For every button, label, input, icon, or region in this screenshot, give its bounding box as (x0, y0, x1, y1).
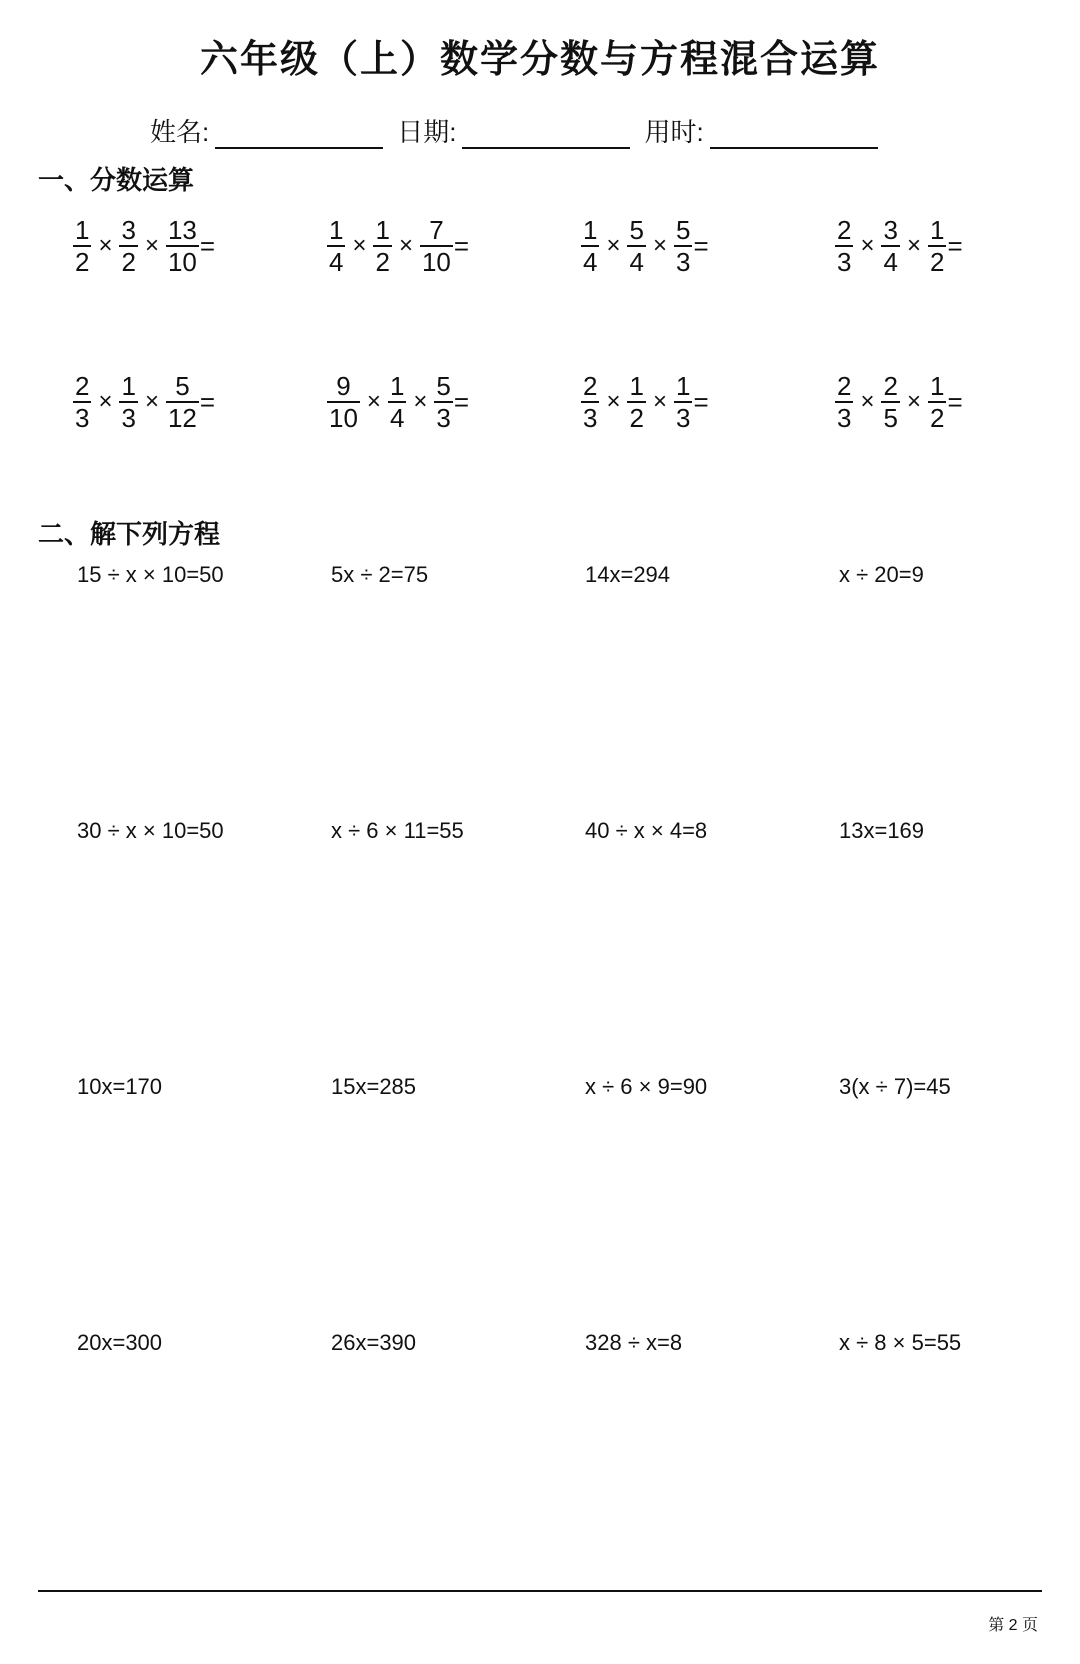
denominator: 2 (929, 247, 945, 277)
fraction (72, 217, 92, 275)
fraction (626, 217, 646, 275)
multiply-operator: × (352, 232, 367, 259)
fraction (580, 373, 600, 431)
multiply-operator: × (366, 388, 381, 415)
student-info-row (150, 113, 950, 149)
fraction (880, 217, 900, 275)
fraction (927, 217, 947, 275)
denominator: 3 (837, 247, 852, 277)
multiply-operator: × (652, 232, 667, 259)
denominator: 4 (629, 247, 644, 277)
time-blank[interactable] (710, 121, 878, 149)
fraction (118, 217, 138, 275)
fraction-problem (834, 216, 963, 276)
equation-item: 328 ÷ x=8 (585, 1330, 683, 1355)
equation-item: 5x ÷ 2=75 (331, 562, 429, 587)
fraction-row (72, 216, 1072, 276)
page-number: 第 2 页 (988, 1617, 1038, 1634)
denominator: 2 (121, 247, 136, 277)
multiply-operator: × (860, 388, 875, 415)
numerator: 1 (375, 215, 390, 245)
fraction (118, 373, 138, 431)
fraction-problem (72, 216, 215, 276)
numerator: 1 (121, 371, 136, 401)
equals-sign: = (199, 230, 216, 261)
denominator: 4 (583, 247, 598, 277)
fraction (433, 373, 453, 431)
numerator: 2 (837, 371, 852, 401)
fraction (580, 217, 600, 275)
date-label: 日期: (397, 117, 457, 147)
numerator: 3 (121, 215, 136, 245)
numerator: 2 (883, 371, 898, 401)
fraction (834, 373, 854, 431)
numerator: 9 (336, 371, 351, 401)
denominator: 3 (837, 403, 852, 433)
equation-item: x ÷ 6 × 9=90 (585, 1074, 708, 1099)
name-label: 姓名: (150, 117, 210, 147)
multiply-operator: × (606, 388, 621, 415)
equals-sign: = (453, 386, 470, 417)
denominator: 2 (929, 403, 945, 433)
equals-sign: = (693, 230, 709, 261)
numerator: 1 (389, 371, 405, 401)
fraction (927, 373, 947, 431)
footer-divider (38, 1590, 1042, 1592)
section-fraction-heading: 一、分数运算 (38, 165, 195, 195)
multiply-operator: × (98, 232, 113, 259)
section-equation-heading: 二、解下列方程 (38, 519, 221, 549)
date-field[interactable] (397, 112, 630, 149)
equals-sign: = (453, 230, 470, 261)
denominator: 3 (121, 403, 136, 433)
equation-item: 10x=170 (77, 1074, 163, 1099)
fraction (326, 217, 346, 275)
fraction (165, 373, 200, 431)
numerator: 5 (175, 371, 190, 401)
numerator: 1 (929, 215, 945, 245)
fraction (372, 217, 392, 275)
equals-sign: = (947, 386, 963, 417)
denominator: 10 (421, 247, 451, 277)
denominator: 4 (883, 247, 898, 277)
equation-item: 13x=169 (839, 818, 925, 843)
multiply-operator: × (144, 388, 159, 415)
numerator: 1 (675, 371, 691, 401)
denominator: 10 (329, 403, 358, 433)
multiply-operator: × (398, 232, 413, 259)
fraction (419, 217, 454, 275)
equation-item: 15 ÷ x × 10=50 (77, 562, 224, 587)
fraction-problem (834, 372, 963, 432)
numerator: 7 (429, 215, 444, 245)
fraction (880, 373, 900, 431)
fraction (72, 373, 92, 431)
numerator: 1 (75, 215, 90, 245)
fraction (834, 217, 854, 275)
date-blank[interactable] (462, 121, 630, 149)
equals-sign: = (199, 386, 216, 417)
name-blank[interactable] (215, 121, 383, 149)
denominator: 10 (167, 247, 197, 277)
denominator: 12 (167, 403, 197, 433)
fraction (673, 217, 693, 275)
denominator: 3 (675, 247, 691, 277)
equation-item: x ÷ 8 × 5=55 (839, 1330, 962, 1355)
equals-sign: = (693, 386, 709, 417)
multiply-operator: × (652, 388, 667, 415)
denominator: 2 (629, 403, 644, 433)
time-field[interactable] (644, 112, 877, 149)
equation-item: 15x=285 (331, 1074, 417, 1099)
fraction (165, 217, 200, 275)
denominator: 5 (883, 403, 898, 433)
numerator: 5 (675, 215, 691, 245)
equation-item: 40 ÷ x × 4=8 (585, 818, 708, 843)
numerator: 1 (929, 371, 945, 401)
fraction (387, 373, 407, 431)
numerator: 3 (883, 215, 898, 245)
numerator: 2 (583, 371, 598, 401)
fraction (326, 373, 361, 431)
denominator: 4 (389, 403, 405, 433)
denominator: 3 (75, 403, 90, 433)
multiply-operator: × (144, 232, 159, 259)
equation-item: 30 ÷ x × 10=50 (77, 818, 224, 843)
fraction-problem (326, 372, 469, 432)
denominator: 3 (583, 403, 598, 433)
denominator: 3 (436, 403, 451, 433)
multiply-operator: × (860, 232, 875, 259)
numerator: 1 (329, 215, 344, 245)
equation-item: 3(x ÷ 7)=45 (839, 1074, 951, 1099)
fraction-problem (326, 216, 469, 276)
fraction-problem (72, 372, 215, 432)
equation-item: x ÷ 6 × 11=55 (331, 818, 464, 843)
multiply-operator: × (98, 388, 113, 415)
multiply-operator: × (906, 232, 921, 259)
equation-item: 14x=294 (585, 562, 671, 587)
multiply-operator: × (413, 388, 428, 415)
equation-item: 26x=390 (331, 1330, 417, 1355)
equation-item: x ÷ 20=9 (839, 562, 924, 587)
multiply-operator: × (606, 232, 621, 259)
denominator: 4 (329, 247, 344, 277)
numerator: 2 (837, 215, 852, 245)
fraction-problem (580, 216, 709, 276)
multiply-operator: × (906, 388, 921, 415)
numerator: 2 (75, 371, 90, 401)
denominator: 2 (375, 247, 390, 277)
equals-sign: = (947, 230, 963, 261)
fraction (626, 373, 646, 431)
fraction-row (72, 372, 1072, 432)
numerator: 13 (167, 215, 197, 245)
numerator: 1 (629, 371, 644, 401)
time-label: 用时: (644, 117, 704, 147)
fraction-problem (580, 372, 709, 432)
numerator: 5 (436, 371, 451, 401)
equation-item: 20x=300 (77, 1330, 163, 1355)
numerator: 5 (629, 215, 644, 245)
fraction (673, 373, 693, 431)
denominator: 2 (75, 247, 90, 277)
page-title: 六年级（上）数学分数与方程混合运算 (199, 39, 880, 81)
denominator: 3 (675, 403, 691, 433)
name-field[interactable] (150, 112, 383, 149)
numerator: 1 (583, 215, 598, 245)
